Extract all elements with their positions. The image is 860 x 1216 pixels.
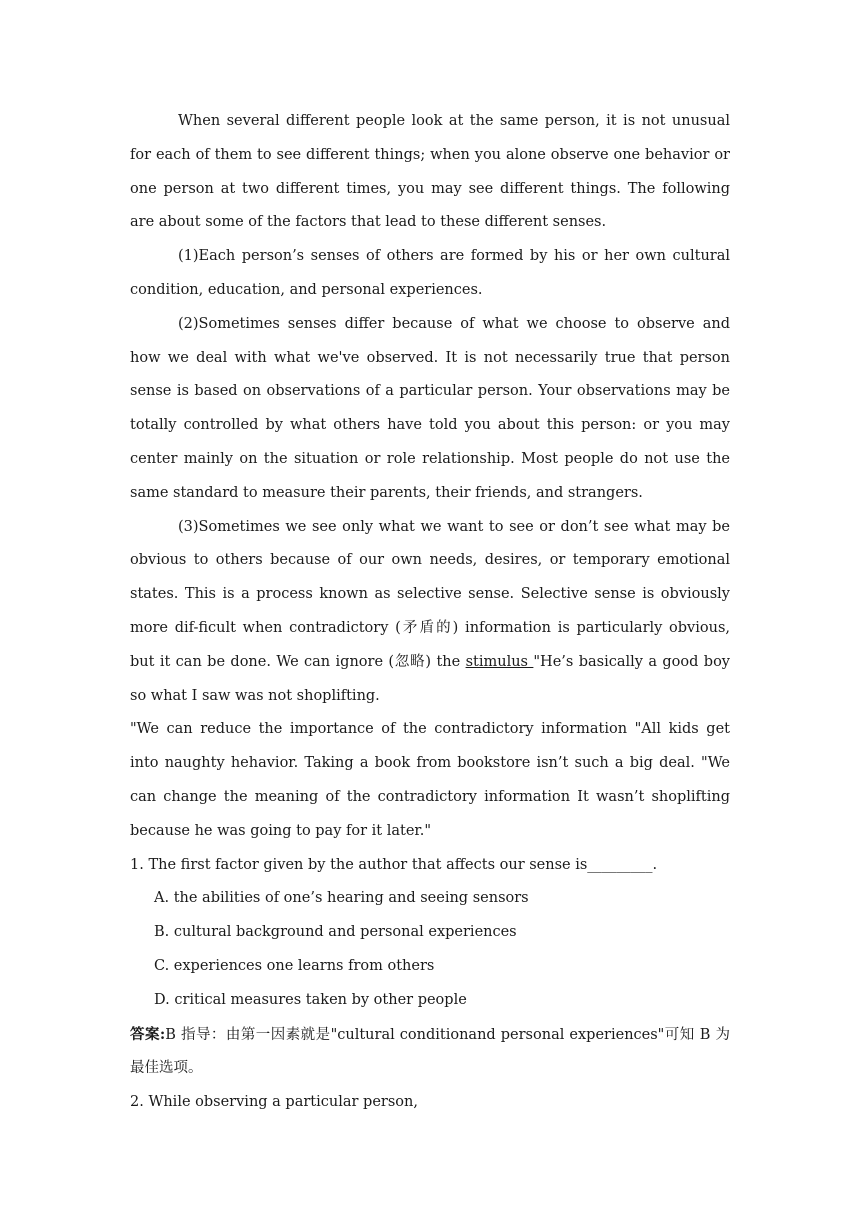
paragraph-4-quote: "He’s basically a good boy so what I saw was not shoplifting. [130, 653, 730, 704]
passage-paragraph-3: (2)Sometimes senses differ because of what we choose to observe and how we deal with what we've observed. It is not necessarily true that person sense is based on observations of a particular person. Your observations may be totally controlled by what others have told you about this person: or you may center mainly on the situation or role relationship. Most people do not use the same standard to measure their parents, their friends, and strangers. [130, 315, 730, 501]
question-1-option-b: B. cultural background and personal experiences [154, 924, 517, 941]
passage-paragraph-2: (1)Each person’s senses of others are formed by his or her own cultural condition, education, and personal experiences. [130, 248, 730, 298]
passage-paragraph-5: "We can reduce the importance of the contradictory information "All kids get into naughty hehavior. Taking a book from bookstore isn’t such a big deal. "We can change the meaning of the contradictory information It wasn’t shoplifting because he was going to pay for it later." [130, 721, 730, 839]
document-body [130, 105, 730, 1120]
passage-paragraph-4 [130, 511, 730, 714]
question-1-option-a: A. the abilities of one’s hearing and seeing sensors [154, 890, 529, 907]
stimulus-underlined-word: stimulus [465, 653, 534, 670]
answer-explanation: B 指导：由第一因素就是"cultural conditionand personal experiences"可知 B 为最佳选项。 [130, 1026, 731, 1077]
paragraph-4-text: (3)Sometimes we see only what we want to see or don’t see what may be obvious to others because of our own needs, desires, or temporary emotional states. This is a process known as selective sense. Selective sense is obviously more dif-ficult when contradictory (矛盾的) information is particularly obvious, but it can be done. We can ignore (忽略) the [130, 518, 730, 670]
question-1-option-c: C. experiences one learns from others [154, 957, 435, 974]
answer-label: 答案: [130, 1025, 166, 1043]
question-1-answer [130, 1018, 730, 1087]
question-1-stem: 1. The first factor given by the author that affects our sense is_________. [130, 856, 658, 873]
question-2-stem: 2. While observing a particular person, [130, 1094, 418, 1111]
question-1-option-d: D. critical measures taken by other people [154, 991, 467, 1008]
passage-paragraph-1: When several different people look at the same person, it is not unusual for each of them to see different things; when you alone observe one behavior or one person at two different times, you may see different things. The following are about some of the factors that lead to these different senses. [130, 113, 730, 231]
